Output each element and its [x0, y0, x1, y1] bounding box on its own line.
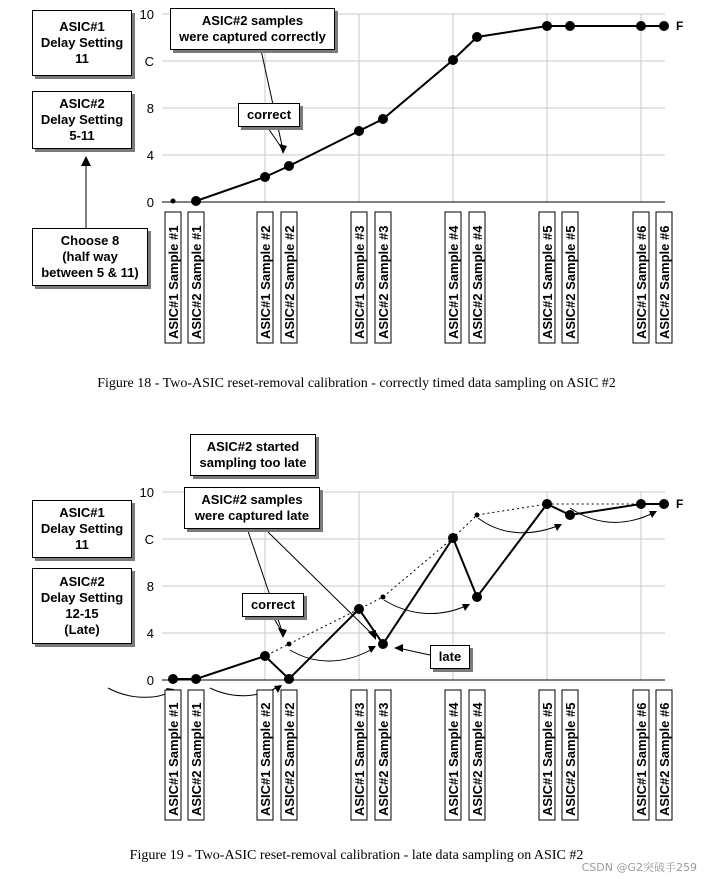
fig18-asic2-delay-box [32, 91, 132, 149]
sample-label: ASIC#1 Sample #2 [258, 225, 273, 339]
fig19-f-label: F [676, 497, 684, 511]
fig18-samples-line2: were captured correctly [179, 29, 326, 44]
fig19-reference-points [287, 513, 480, 647]
sample-label: ASIC#1 Sample #1 [166, 702, 181, 816]
fig18-asic2-line1: ASIC#2 [59, 96, 105, 111]
fig19-ref-point [475, 513, 480, 518]
fig18-samples-correct-box [170, 8, 335, 50]
fig18-correct-label-box [238, 103, 300, 127]
fig19-arrowhead [554, 524, 562, 531]
sample-label: ASIC#2 Sample #3 [376, 702, 391, 816]
fig18-ytick-0: 0 [146, 195, 154, 210]
fig19-ytick-8: 8 [146, 579, 154, 594]
fig18-point [284, 161, 294, 171]
fig19-point [636, 499, 646, 509]
fig19-point [378, 639, 388, 649]
fig19-started-late-box [190, 434, 316, 476]
fig19-samples-line1: ASIC#2 samples [201, 492, 303, 507]
sample-label: ASIC#1 Sample #5 [540, 702, 555, 816]
sample-label: ASIC#1 Sample #3 [352, 225, 367, 339]
fig19-caption: Figure 19 - Two-ASIC reset-removal calibration - late data sampling on ASIC #2 [129, 848, 584, 863]
fig19-asic2-line3: 12-15 [65, 606, 99, 621]
sample-label: ASIC#2 Sample #6 [657, 702, 672, 816]
fig18-point [472, 32, 482, 42]
fig19-asic2-line4: (Late) [64, 622, 100, 637]
fig18-choose-box [32, 228, 148, 286]
fig19-point [168, 674, 178, 684]
fig18-arrow-samples [261, 50, 283, 150]
fig19-asic1-delay-box [32, 500, 132, 558]
fig18-samples-line1: ASIC#2 samples [201, 13, 304, 28]
fig18-asic2-line2: Delay Setting [40, 112, 124, 127]
sample-label: ASIC#1 Sample #2 [258, 702, 273, 816]
fig19-shift-arrow [384, 600, 468, 614]
fig18-arrowhead-choose [81, 156, 91, 166]
fig18-asic2-line3: 5-11 [69, 128, 95, 143]
watermark: CSDN @G2突破手259 [581, 861, 697, 874]
fig19-point [354, 604, 364, 614]
fig18-point [542, 21, 552, 31]
fig18-caption: Figure 18 - Two-ASIC reset-removal calibration - correctly timed data sampling on ASIC #2 [97, 376, 616, 391]
sample-label: ASIC#1 Sample #6 [634, 225, 649, 339]
fig19-started-line1: ASIC#2 started [206, 439, 300, 454]
fig18-arrowhead [279, 144, 287, 154]
fig19-started-line2: sampling too late [199, 455, 307, 470]
fig18-ytick-c: C [144, 54, 154, 69]
fig19-shift-arrow [290, 648, 374, 661]
fig19-ytick-10: 10 [139, 485, 154, 500]
fig19-correct-label: correct [250, 597, 296, 612]
fig19-arrow-samples-late [268, 532, 374, 636]
fig19-ref-point [287, 642, 292, 647]
fig19-point [565, 510, 575, 520]
fig18-ytick-8: 8 [146, 101, 154, 116]
fig19-ytick-c: C [144, 532, 154, 547]
fig19-arrowhead [394, 644, 403, 652]
fig19-y-tick-labels [140, 485, 154, 688]
fig19-asic2-line1: ASIC#2 [59, 574, 105, 589]
sample-label: ASIC#2 Sample #6 [657, 225, 672, 339]
sample-label: ASIC#2 Sample #1 [189, 225, 204, 339]
fig19-point [472, 592, 482, 602]
fig18-sample-labels [165, 212, 672, 343]
fig18-f-label: F [676, 19, 684, 33]
fig18-point [354, 126, 364, 136]
sample-label: ASIC#1 Sample #4 [446, 225, 461, 339]
sample-label: ASIC#2 Sample #5 [563, 702, 578, 816]
fig19-asic2-line2: Delay Setting [40, 590, 124, 605]
fig18-choose-line3: between 5 & 11) [41, 265, 139, 280]
fig19-ref-point [381, 595, 386, 600]
fig18-point [378, 114, 388, 124]
fig19-asic1-line1: ASIC#1 [59, 505, 105, 520]
sample-label: ASIC#2 Sample #2 [282, 702, 297, 816]
fig18-point [659, 21, 669, 31]
fig18-asic1-line2: Delay Setting [40, 35, 124, 50]
fig18-ytick-4: 4 [146, 148, 154, 163]
sample-label: ASIC#2 Sample #4 [470, 702, 485, 816]
fig19-shift-arrow [108, 688, 172, 697]
fig19-sample-labels [165, 690, 672, 820]
sample-label: ASIC#1 Sample #1 [166, 225, 181, 339]
fig19-asic1-line3: 11 [75, 537, 89, 552]
sample-label: ASIC#1 Sample #4 [446, 702, 461, 816]
sample-label: ASIC#2 Sample #1 [189, 702, 204, 816]
fig19-samples-late-box [184, 487, 320, 529]
fig19-samples-line2: were captured late [194, 508, 310, 523]
fig18-choose-line1: Choose 8 [60, 233, 120, 248]
fig19-ytick-4: 4 [146, 626, 154, 641]
fig18-point [191, 196, 201, 206]
fig19-shift-arrow [478, 518, 560, 533]
fig18-point [260, 172, 270, 182]
fig19-point [284, 674, 294, 684]
fig19-ytick-0: 0 [146, 673, 154, 688]
sample-label: ASIC#1 Sample #5 [540, 225, 555, 339]
fig18-point [636, 21, 646, 31]
fig19-asic2-delay-box [32, 568, 132, 644]
sample-label: ASIC#1 Sample #3 [352, 702, 367, 816]
fig18-y-tick-labels [140, 7, 154, 210]
sample-label: ASIC#2 Sample #2 [282, 225, 297, 339]
fig19-shift-arrow [570, 508, 655, 522]
fig19-late-label: late [438, 649, 462, 664]
fig19-asic1-line2: Delay Setting [40, 521, 124, 536]
fig19-late-label-box [430, 645, 470, 669]
fig18-point [565, 21, 575, 31]
sample-label: ASIC#2 Sample #3 [376, 225, 391, 339]
fig18-correct-label: correct [246, 107, 292, 122]
fig18-asic1-line1: ASIC#1 [59, 19, 105, 34]
fig18-choose-line2: (half way [62, 249, 118, 264]
sample-label: ASIC#1 Sample #6 [634, 702, 649, 816]
fig19-point [448, 533, 458, 543]
fig19-point [659, 499, 669, 509]
fig19-correct-label-box [242, 593, 304, 617]
fig19-point [260, 651, 270, 661]
fig19-point [191, 674, 201, 684]
sample-label: ASIC#2 Sample #4 [470, 225, 485, 339]
fig18-asic1-line3: 11 [75, 51, 89, 66]
fig18-ytick-10: 10 [139, 7, 154, 22]
sample-label: ASIC#2 Sample #5 [563, 225, 578, 339]
fig18-asic1-delay-box [32, 10, 132, 76]
fig19-shift-arrows [108, 508, 655, 697]
fig19-arrowhead [368, 646, 376, 653]
fig18-point [171, 199, 176, 204]
fig18-point [448, 55, 458, 65]
fig19-point [542, 499, 552, 509]
